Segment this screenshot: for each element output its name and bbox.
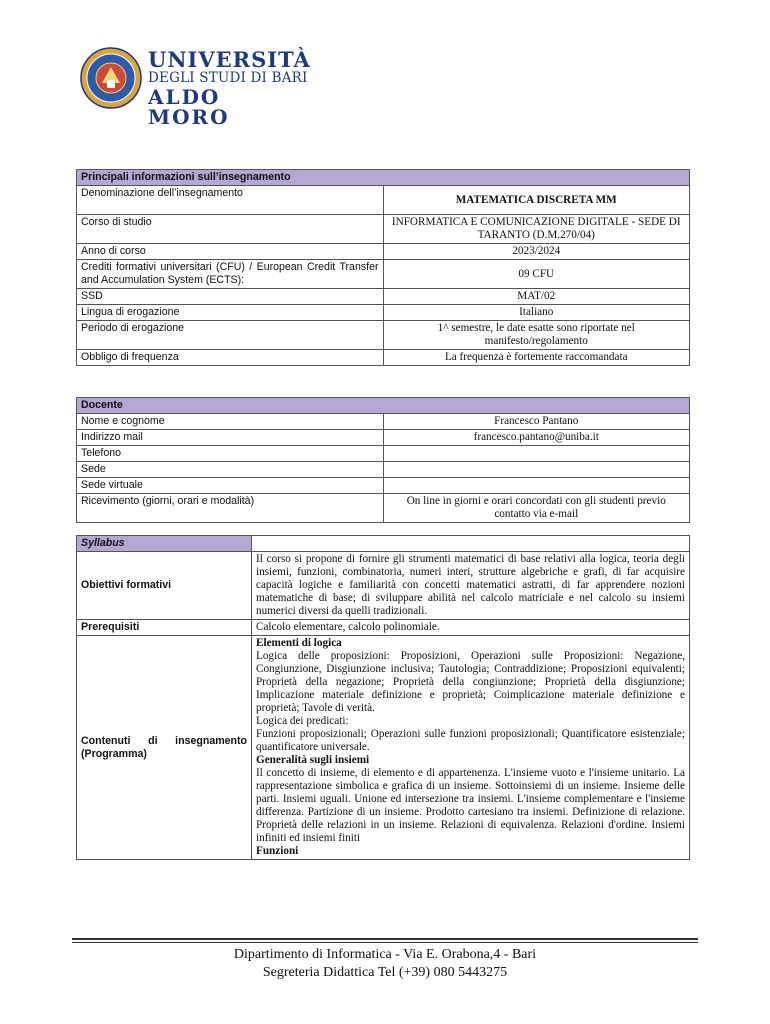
- docente-table-title: Docente: [77, 398, 690, 414]
- table-row: [77, 305, 690, 321]
- row-value: [383, 462, 690, 478]
- paragraph: Logica dei predicati:: [256, 715, 349, 727]
- teacher-email[interactable]: francesco.pantano@uniba.it: [383, 430, 690, 446]
- table-row: [77, 350, 690, 366]
- row-label: Anno di corso: [77, 244, 384, 260]
- row-value: 09 CFU: [383, 260, 690, 289]
- row-label: Prerequisiti: [77, 620, 252, 636]
- row-value: [383, 446, 690, 462]
- logo-line-3: ALDO MORO: [148, 84, 230, 129]
- table-row: [77, 244, 690, 260]
- row-value: La frequenza è fortemente raccomandata: [383, 350, 690, 366]
- section-heading: Funzioni: [256, 845, 299, 857]
- paragraph: Logica delle proposizioni: Proposizioni, Operazioni sulle Proposizioni: Negazione, Congiunzione, Disgiunzione inclusiva; Tautologia; Contraddizione; Proposizioni equivalenti; Proprietà della negazione; Proprietà della congiunzione; Proprietà della disgiunzione; Implicazione materiale definizione e proprietà; Coimplicazione materiale definizione e proprietà; Tavole di verità.: [256, 650, 685, 714]
- info-table: [76, 169, 690, 366]
- row-label: Corso di studio: [77, 215, 384, 244]
- table-row: [77, 430, 690, 446]
- row-label: SSD: [77, 289, 384, 305]
- footer-line-1: Dipartimento di Informatica - Via E. Orabona,4 - Bari: [233, 947, 537, 962]
- footer-line-2: Segreteria Didattica Tel (+39) 080 5443275: [262, 965, 508, 980]
- page-footer: [0, 946, 770, 982]
- row-label: Crediti formativi universitari (CFU) / European Credit Transfer and Accumulation System (ECTS):: [77, 260, 384, 289]
- row-label: Contenuti di insegnamento (Programma): [77, 636, 252, 860]
- row-value: INFORMATICA E COMUNICAZIONE DIGITALE - SEDE DI TARANTO (D.M.270/04): [383, 215, 690, 244]
- docente-table: [76, 397, 690, 523]
- row-label: Obbligo di frequenza: [77, 350, 384, 366]
- table-row: [77, 186, 690, 215]
- syllabus-table-title: Syllabus: [77, 536, 252, 552]
- table-row: [77, 289, 690, 305]
- prerequisites-text: Calcolo elementare, calcolo polinomiale.: [252, 620, 690, 636]
- row-value: 1^ semestre, le date esatte sono riportate nel manifesto/regolamento: [383, 321, 690, 350]
- row-label: Denominazione dell’insegnamento: [77, 186, 384, 215]
- logo-line-1: UNIVERSITÀ: [148, 47, 311, 72]
- row-label: Telefono: [77, 446, 384, 462]
- row-value: [383, 478, 690, 494]
- row-label: Lingua di erogazione: [77, 305, 384, 321]
- table-row: [77, 321, 690, 350]
- row-value: On line in giorni e orari concordati con gli studenti previo contatto via e-mail: [383, 494, 690, 523]
- table-row: [77, 462, 690, 478]
- row-value: 2023/2024: [383, 244, 690, 260]
- paragraph: Funzioni proposizionali; Operazioni sulle funzioni proposizionali; Quantificatore esistenziale; quantificatore universale.: [256, 728, 685, 753]
- university-seal-icon: [80, 47, 142, 109]
- syllabus-table: [76, 535, 690, 860]
- row-label: Sede: [77, 462, 384, 478]
- row-label: Obiettivi formativi: [77, 552, 252, 620]
- teacher-name: Francesco Pantano: [383, 414, 690, 430]
- row-value: Italiano: [383, 305, 690, 321]
- table-row: [77, 446, 690, 462]
- footer-divider: [72, 938, 698, 940]
- university-logo: [80, 47, 311, 129]
- table-row: [77, 552, 690, 620]
- row-label: Indirizzo mail: [77, 430, 384, 446]
- table-row: [77, 636, 690, 860]
- table-row: [77, 620, 690, 636]
- table-row: [77, 414, 690, 430]
- table-row: [77, 260, 690, 289]
- table-row: [77, 494, 690, 523]
- section-heading: Generalità sugli insiemi: [256, 754, 370, 766]
- row-label: Nome e cognome: [77, 414, 384, 430]
- row-label: Sede virtuale: [77, 478, 384, 494]
- row-value: MAT/02: [383, 289, 690, 305]
- section-heading: Elementi di logica: [256, 637, 342, 649]
- row-label: Ricevimento (giorni, orari e modalità): [77, 494, 384, 523]
- paragraph: Il concetto di insieme, di elemento e di appartenenza. L'insieme vuoto e l'insieme unitario. La rappresentazione simbolica e grafica di un insieme. Sottoinsiemi di un insieme. Insieme delle parti. Insiemi uguali. Unione ed intersezione tra insiemi. L'insieme complementare e l'insieme differenza. Partizione di un insieme. Prodotto cartesiano tra insiemi. Definizione di relazione. Proprietà delle relazioni in un insieme. Relazioni di equivalenza. Relazioni d'ordine. Insiemi infiniti ed insiemi finiti: [256, 767, 685, 844]
- course-name: MATEMATICA DISCRETA MM: [383, 186, 690, 215]
- table-row: [77, 215, 690, 244]
- program-content: [252, 636, 690, 860]
- row-label: Periodo di erogazione: [77, 321, 384, 350]
- table-row: [77, 478, 690, 494]
- objectives-text: Il corso si propone di fornire gli strumenti matematici di base relativi alla logica, teoria degli insiemi, funzioni, combinatoria, numeri interi, strutture algebriche e grafi, di far acquisire capacità logiche e familiarità con concetti matematici astratti, di far apprendere nozioni matematiche di base; di sviluppare abilità nel calcolo matriciale e nel calcolo su insiemi numerici diversi da quelli tradizionali.: [252, 552, 690, 620]
- footer-divider: [72, 942, 698, 943]
- info-table-title: Principali informazioni sull’insegnamento: [77, 170, 690, 186]
- logo-line-2: DEGLI STUDI DI BARI: [148, 70, 308, 86]
